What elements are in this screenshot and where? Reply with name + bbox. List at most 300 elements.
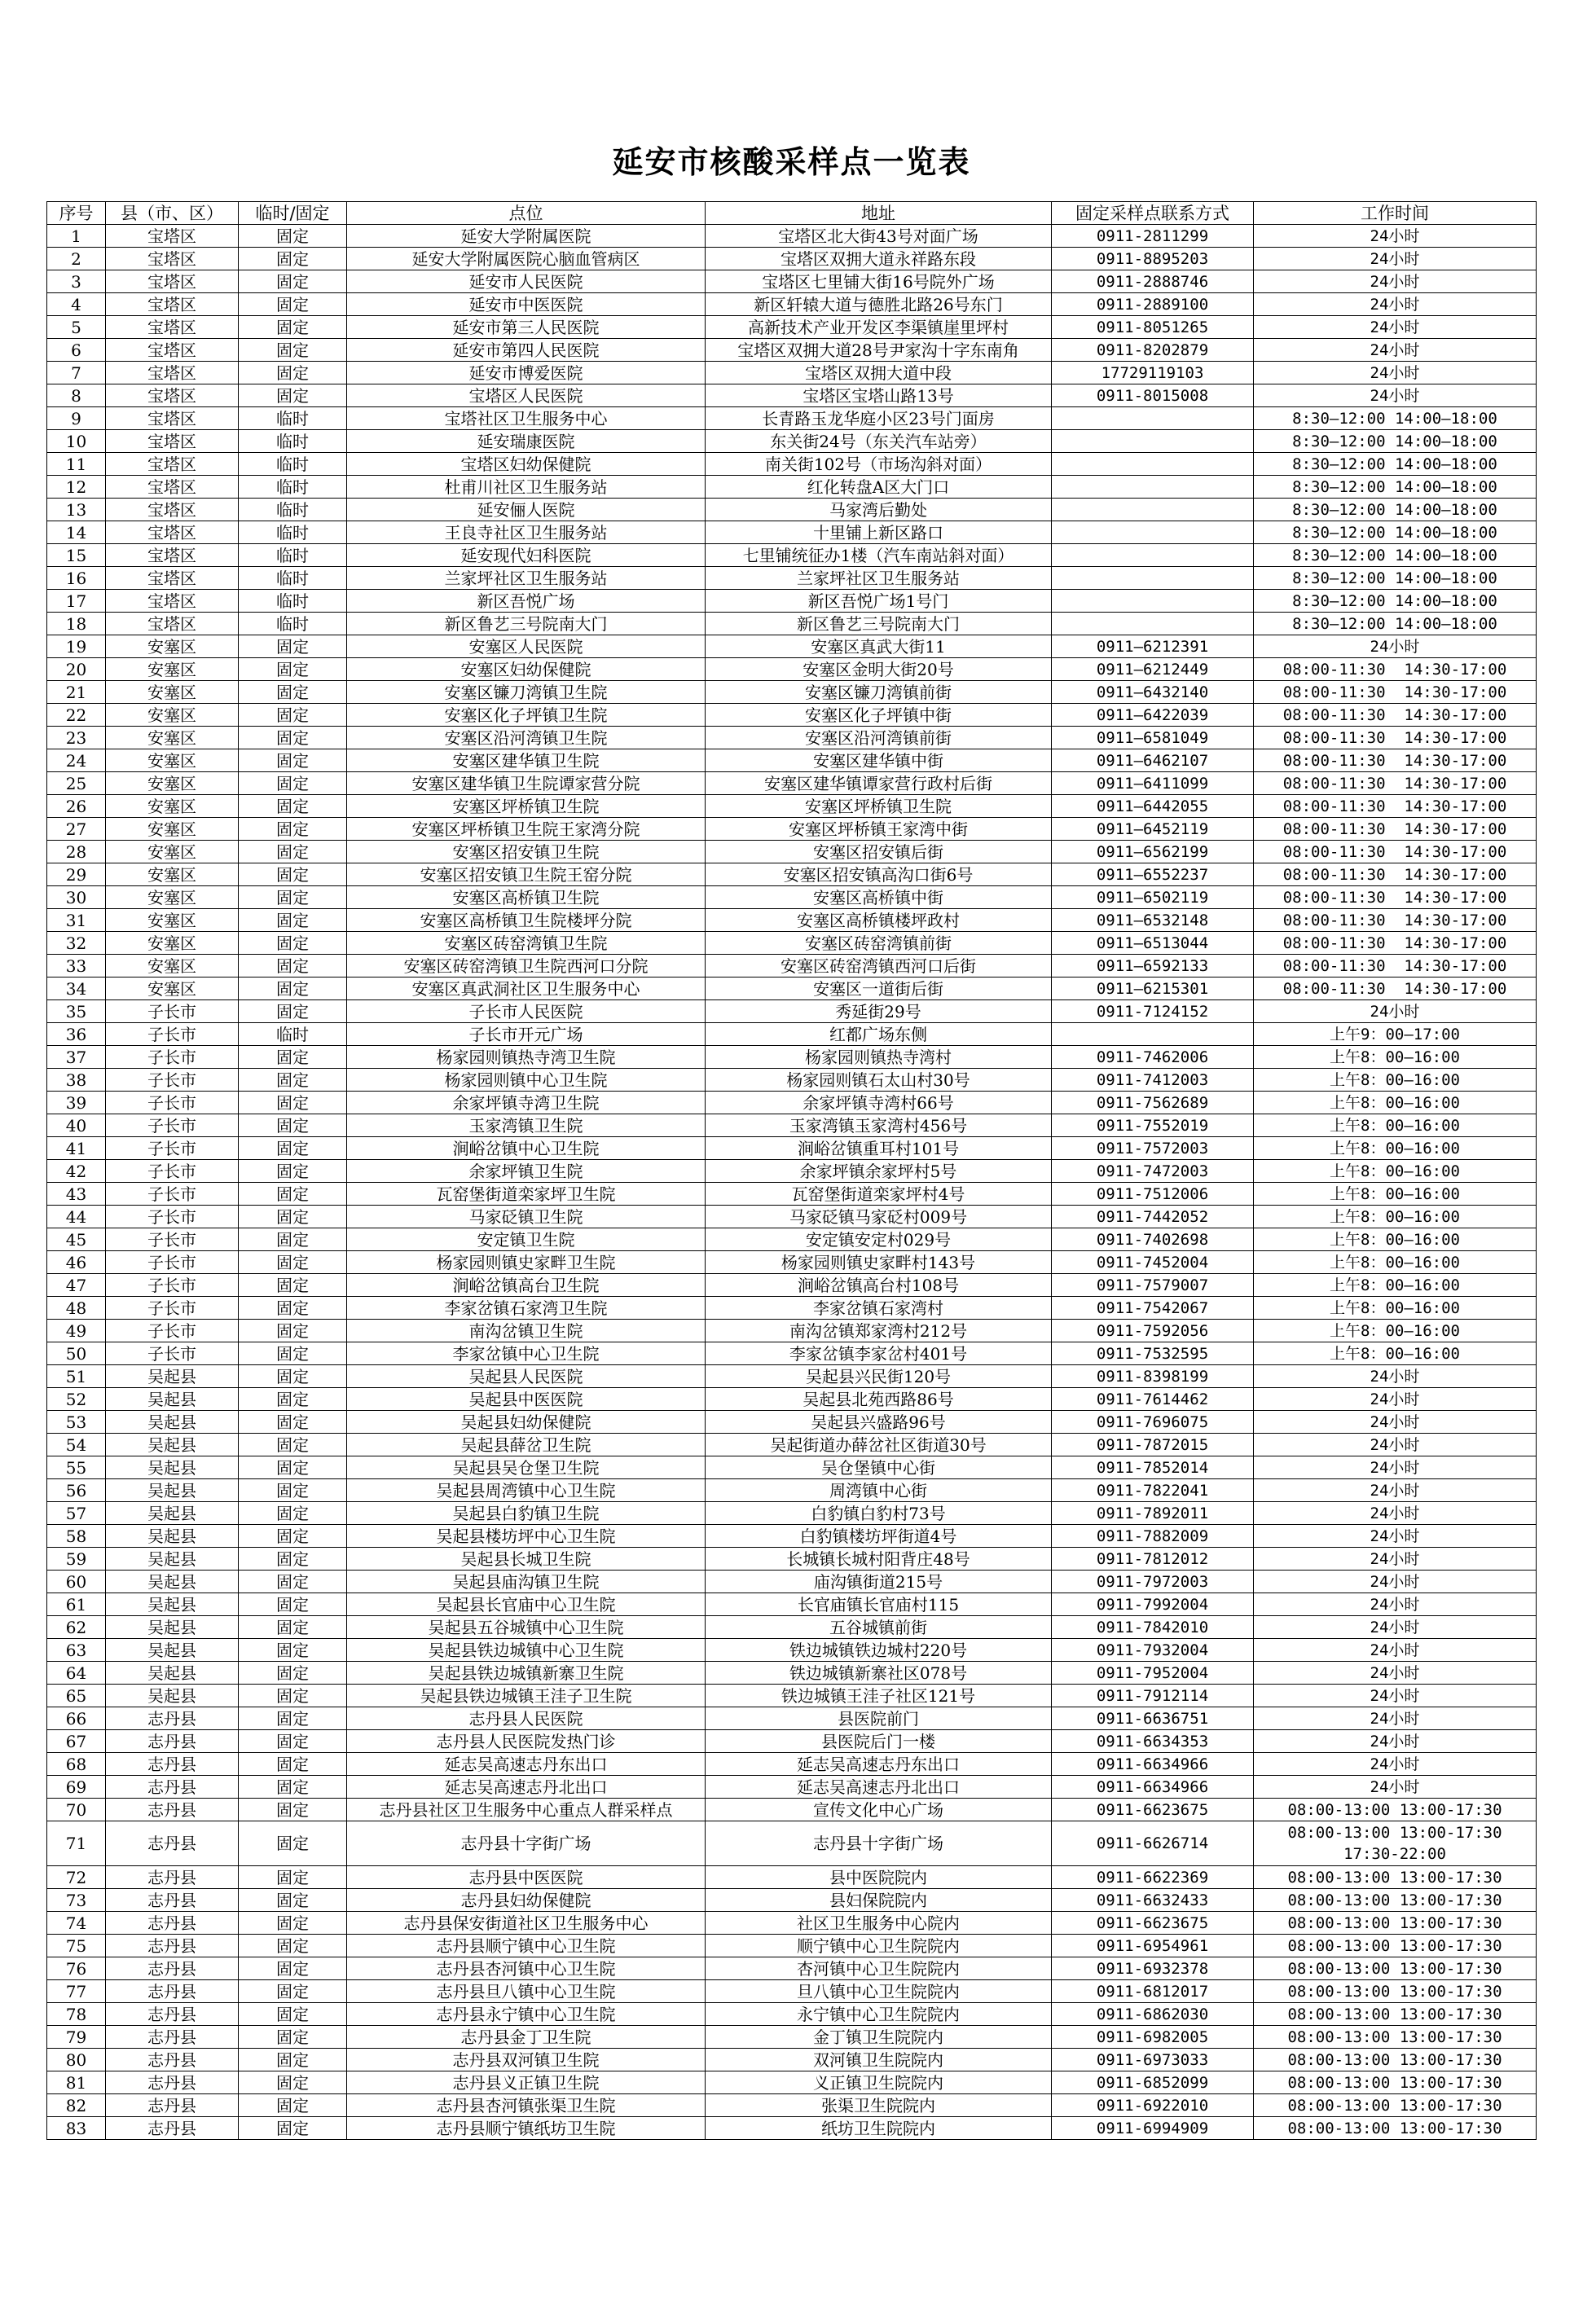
cell-site: 志丹县旦八镇中心卫生院 — [347, 1980, 706, 2003]
cell-county: 宝塔区 — [106, 521, 239, 544]
cell-address: 新区轩辕大道与德胜北路26号东门 — [706, 293, 1052, 316]
cell-county: 吴起县 — [106, 1593, 239, 1616]
cell-address: 长青路玉龙华庭小区23号门面房 — [706, 407, 1052, 430]
cell-contact — [1052, 476, 1254, 499]
cell-contact: 0911—6452119 — [1052, 818, 1254, 841]
cell-site: 延安现代妇科医院 — [347, 544, 706, 567]
cell-address: 东关街24号（东关汽车站旁） — [706, 430, 1052, 453]
cell-hours: 上午8：00—16:00 — [1254, 1092, 1537, 1114]
cell-index: 14 — [47, 521, 106, 544]
cell-index: 35 — [47, 1000, 106, 1023]
cell-hours: 上午8：00—16:00 — [1254, 1320, 1537, 1342]
cell-type: 固定 — [239, 863, 347, 886]
cell-county: 宝塔区 — [106, 293, 239, 316]
cell-site: 延安瑞康医院 — [347, 430, 706, 453]
cell-index: 52 — [47, 1388, 106, 1411]
cell-site: 延安大学附属医院心脑血管病区 — [347, 248, 706, 270]
cell-site: 志丹县中医医院 — [347, 1866, 706, 1889]
cell-county: 安塞区 — [106, 818, 239, 841]
table-row — [47, 1342, 1537, 1365]
cell-county: 吴起县 — [106, 1571, 239, 1593]
table-row — [47, 909, 1537, 932]
table-row — [47, 658, 1537, 681]
table-row — [47, 1639, 1537, 1662]
cell-hours: 24小时 — [1254, 248, 1537, 270]
cell-site: 安塞区高桥镇卫生院 — [347, 886, 706, 909]
cell-hours: 24小时 — [1254, 1571, 1537, 1593]
cell-county: 宝塔区 — [106, 407, 239, 430]
cell-index: 66 — [47, 1707, 106, 1730]
cell-address: 宝塔区双拥大道28号尹家沟十字东南角 — [706, 339, 1052, 362]
cell-hours: 8:30—12:00 14:00—18:00 — [1254, 430, 1537, 453]
cell-hours: 08:00-13:00 13:00-17:30 — [1254, 2094, 1537, 2117]
cell-type: 固定 — [239, 293, 347, 316]
table-row — [47, 1206, 1537, 1228]
table-row — [47, 1821, 1537, 1866]
cell-hours: 上午8：00—16:00 — [1254, 1114, 1537, 1137]
table-row — [47, 270, 1537, 293]
cell-county: 宝塔区 — [106, 430, 239, 453]
header-index: 序号 — [47, 202, 106, 225]
cell-county: 吴起县 — [106, 1479, 239, 1502]
cell-hours: 24小时 — [1254, 1548, 1537, 1571]
cell-type: 固定 — [239, 1685, 347, 1707]
cell-contact: 0911—6462107 — [1052, 749, 1254, 772]
cell-type: 固定 — [239, 384, 347, 407]
cell-contact — [1052, 544, 1254, 567]
cell-address: 兰家坪社区卫生服务站 — [706, 567, 1052, 590]
cell-county: 子长市 — [106, 1342, 239, 1365]
table-row — [47, 1866, 1537, 1889]
cell-type: 固定 — [239, 977, 347, 1000]
cell-contact: 0911—6411099 — [1052, 772, 1254, 795]
cell-type: 固定 — [239, 1411, 347, 1434]
cell-county: 安塞区 — [106, 841, 239, 863]
cell-hours: 8:30—12:00 14:00—18:00 — [1254, 521, 1537, 544]
cell-site: 安塞区真武洞社区卫生服务中心 — [347, 977, 706, 1000]
cell-county: 吴起县 — [106, 1685, 239, 1707]
cell-index: 27 — [47, 818, 106, 841]
cell-county: 安塞区 — [106, 977, 239, 1000]
cell-county: 志丹县 — [106, 1821, 239, 1866]
cell-index: 78 — [47, 2003, 106, 2026]
cell-index: 38 — [47, 1069, 106, 1092]
cell-contact: 0911—6562199 — [1052, 841, 1254, 863]
cell-county: 子长市 — [106, 1137, 239, 1160]
cell-hours: 上午8：00—16:00 — [1254, 1228, 1537, 1251]
cell-site: 杜甫川社区卫生服务站 — [347, 476, 706, 499]
cell-contact: 0911-7822041 — [1052, 1479, 1254, 1502]
cell-type: 临时 — [239, 407, 347, 430]
cell-address: 长官庙镇长官庙村115 — [706, 1593, 1052, 1616]
table-row — [47, 704, 1537, 727]
cell-type: 固定 — [239, 704, 347, 727]
cell-site: 吴起县五谷城镇中心卫生院 — [347, 1616, 706, 1639]
cell-address: 十里铺上新区路口 — [706, 521, 1052, 544]
cell-contact: 0911-7972003 — [1052, 1571, 1254, 1593]
cell-site: 志丹县人民医院发热门诊 — [347, 1730, 706, 1753]
cell-index: 56 — [47, 1479, 106, 1502]
cell-address: 白豹镇白豹村73号 — [706, 1502, 1052, 1525]
cell-site: 吴起县楼坊坪中心卫生院 — [347, 1525, 706, 1548]
cell-contact: 0911-8895203 — [1052, 248, 1254, 270]
table-row — [47, 1799, 1537, 1821]
table-row — [47, 1251, 1537, 1274]
header-hours: 工作时间 — [1254, 202, 1537, 225]
cell-index: 20 — [47, 658, 106, 681]
cell-contact: 0911-7882009 — [1052, 1525, 1254, 1548]
cell-hours: 上午8：00—16:00 — [1254, 1069, 1537, 1092]
cell-type: 固定 — [239, 932, 347, 955]
table-row — [47, 1776, 1537, 1799]
cell-type: 固定 — [239, 339, 347, 362]
table-row — [47, 1525, 1537, 1548]
cell-address: 余家坪镇寺湾村66号 — [706, 1092, 1052, 1114]
cell-hours: 08:00-11:30 14:30-17:00 — [1254, 795, 1537, 818]
cell-county: 安塞区 — [106, 772, 239, 795]
cell-hours: 08:00-13:00 13:00-17:30 — [1254, 2003, 1537, 2026]
cell-site: 新区吾悦广场 — [347, 590, 706, 613]
cell-site: 安塞区高桥镇卫生院楼坪分院 — [347, 909, 706, 932]
cell-type: 固定 — [239, 1137, 347, 1160]
cell-hours: 24小时 — [1254, 1707, 1537, 1730]
cell-address: 玉家湾镇玉家湾村456号 — [706, 1114, 1052, 1137]
cell-county: 志丹县 — [106, 2049, 239, 2071]
table-row — [47, 2117, 1537, 2140]
cell-county: 安塞区 — [106, 704, 239, 727]
cell-type: 固定 — [239, 1730, 347, 1753]
cell-contact: 0911-7412003 — [1052, 1069, 1254, 1092]
cell-address: 余家坪镇余家坪村5号 — [706, 1160, 1052, 1183]
cell-contact: 0911-7912114 — [1052, 1685, 1254, 1707]
cell-index: 9 — [47, 407, 106, 430]
cell-type: 固定 — [239, 2071, 347, 2094]
cell-hours: 24小时 — [1254, 225, 1537, 248]
cell-type: 固定 — [239, 1434, 347, 1456]
cell-contact: 0911-8015008 — [1052, 384, 1254, 407]
cell-site: 吴起县人民医院 — [347, 1365, 706, 1388]
cell-contact: 0911—6502119 — [1052, 886, 1254, 909]
table-row — [47, 932, 1537, 955]
cell-type: 临时 — [239, 521, 347, 544]
cell-hours: 08:00-11:30 14:30-17:00 — [1254, 977, 1537, 1000]
cell-index: 21 — [47, 681, 106, 704]
cell-county: 安塞区 — [106, 727, 239, 749]
cell-hours: 24小时 — [1254, 1525, 1537, 1548]
cell-type: 临时 — [239, 1023, 347, 1046]
cell-type: 固定 — [239, 1616, 347, 1639]
cell-address: 志丹县十字街广场 — [706, 1821, 1052, 1866]
cell-type: 固定 — [239, 1525, 347, 1548]
cell-contact — [1052, 430, 1254, 453]
table-row — [47, 1616, 1537, 1639]
cell-address: 新区鲁艺三号院南大门 — [706, 613, 1052, 635]
cell-index: 5 — [47, 316, 106, 339]
cell-index: 61 — [47, 1593, 106, 1616]
cell-contact: 0911-6623675 — [1052, 1799, 1254, 1821]
table-row — [47, 772, 1537, 795]
cell-site: 涧峪岔镇中心卫生院 — [347, 1137, 706, 1160]
cell-county: 吴起县 — [106, 1411, 239, 1434]
cell-index: 8 — [47, 384, 106, 407]
cell-address: 金丁镇卫生院院内 — [706, 2026, 1052, 2049]
cell-county: 安塞区 — [106, 635, 239, 658]
cell-site: 吴起县铁边城镇新寨卫生院 — [347, 1662, 706, 1685]
cell-contact: 0911-7614462 — [1052, 1388, 1254, 1411]
cell-hours: 24小时 — [1254, 1616, 1537, 1639]
cell-address: 永宁镇中心卫生院院内 — [706, 2003, 1052, 2026]
table-row — [47, 1662, 1537, 1685]
cell-hours: 24小时 — [1254, 1662, 1537, 1685]
cell-type: 固定 — [239, 1753, 347, 1776]
cell-index: 18 — [47, 613, 106, 635]
cell-type: 临时 — [239, 499, 347, 521]
cell-index: 42 — [47, 1160, 106, 1183]
cell-type: 临时 — [239, 590, 347, 613]
cell-site: 余家坪镇寺湾卫生院 — [347, 1092, 706, 1114]
cell-site: 志丹县社区卫生服务中心重点人群采样点 — [347, 1799, 706, 1821]
cell-site: 延安市第三人民医院 — [347, 316, 706, 339]
cell-index: 71 — [47, 1821, 106, 1866]
cell-hours: 24小时 — [1254, 1479, 1537, 1502]
cell-hours: 08:00-11:30 14:30-17:00 — [1254, 932, 1537, 955]
cell-index: 70 — [47, 1799, 106, 1821]
cell-index: 41 — [47, 1137, 106, 1160]
cell-type: 固定 — [239, 1069, 347, 1092]
table-row — [47, 1411, 1537, 1434]
cell-address: 安塞区真武大街11 — [706, 635, 1052, 658]
table-header-row — [47, 202, 1537, 225]
cell-contact: 0911-6636751 — [1052, 1707, 1254, 1730]
cell-index: 29 — [47, 863, 106, 886]
header-contact: 固定采样点联系方式 — [1052, 202, 1254, 225]
cell-address: 吴起街道办薛岔社区街道30号 — [706, 1434, 1052, 1456]
cell-address: 安塞区化子坪镇中街 — [706, 704, 1052, 727]
cell-index: 75 — [47, 1935, 106, 1957]
cell-type: 固定 — [239, 1365, 347, 1388]
cell-site: 吴起县薛岔卫生院 — [347, 1434, 706, 1456]
header-address: 地址 — [706, 202, 1052, 225]
cell-county: 宝塔区 — [106, 613, 239, 635]
cell-index: 26 — [47, 795, 106, 818]
cell-contact: 0911—6592133 — [1052, 955, 1254, 977]
cell-type: 固定 — [239, 225, 347, 248]
header-county: 县（市、区） — [106, 202, 239, 225]
cell-county: 吴起县 — [106, 1365, 239, 1388]
cell-index: 68 — [47, 1753, 106, 1776]
cell-index: 3 — [47, 270, 106, 293]
table-row — [47, 613, 1537, 635]
cell-hours: 24小时 — [1254, 1502, 1537, 1525]
cell-site: 安塞区镰刀湾镇卫生院 — [347, 681, 706, 704]
cell-index: 43 — [47, 1183, 106, 1206]
cell-hours: 08:00-13:00 13:00-17:30 — [1254, 1866, 1537, 1889]
cell-county: 吴起县 — [106, 1662, 239, 1685]
cell-address: 安塞区一道街后街 — [706, 977, 1052, 1000]
cell-index: 37 — [47, 1046, 106, 1069]
cell-index: 81 — [47, 2071, 106, 2094]
cell-index: 16 — [47, 567, 106, 590]
table-row — [47, 863, 1537, 886]
cell-site: 王良寺社区卫生服务站 — [347, 521, 706, 544]
cell-site: 安塞区砖窑湾镇卫生院 — [347, 932, 706, 955]
table-row — [47, 1434, 1537, 1456]
cell-type: 固定 — [239, 1342, 347, 1365]
cell-type: 固定 — [239, 772, 347, 795]
cell-site: 宝塔区妇幼保健院 — [347, 453, 706, 476]
cell-hours: 24小时 — [1254, 1411, 1537, 1434]
cell-address: 杨家园则镇石太山村30号 — [706, 1069, 1052, 1092]
cell-hours: 08:00-13:00 13:00-17:30 17:30-22:00 — [1254, 1821, 1537, 1866]
cell-site: 吴起县周湾镇中心卫生院 — [347, 1479, 706, 1502]
cell-contact: 0911-6954961 — [1052, 1935, 1254, 1957]
cell-county: 吴起县 — [106, 1525, 239, 1548]
cell-hours: 24小时 — [1254, 1456, 1537, 1479]
cell-hours: 上午8：00—16:00 — [1254, 1274, 1537, 1297]
cell-hours: 24小时 — [1254, 1730, 1537, 1753]
cell-address: 铁边城镇王洼子社区121号 — [706, 1685, 1052, 1707]
table-row — [47, 1456, 1537, 1479]
cell-contact — [1052, 1023, 1254, 1046]
cell-type: 固定 — [239, 1639, 347, 1662]
cell-hours: 24小时 — [1254, 384, 1537, 407]
cell-county: 宝塔区 — [106, 499, 239, 521]
cell-hours: 上午9：00—17:00 — [1254, 1023, 1537, 1046]
cell-site: 吴起县铁边城镇王洼子卫生院 — [347, 1685, 706, 1707]
cell-site: 志丹县永宁镇中心卫生院 — [347, 2003, 706, 2026]
cell-index: 32 — [47, 932, 106, 955]
cell-address: 白豹镇楼坊坪街道4号 — [706, 1525, 1052, 1548]
cell-county: 宝塔区 — [106, 270, 239, 293]
cell-hours: 8:30—12:00 14:00—18:00 — [1254, 544, 1537, 567]
cell-contact: 0911—6442055 — [1052, 795, 1254, 818]
cell-type: 固定 — [239, 1935, 347, 1957]
cell-index: 62 — [47, 1616, 106, 1639]
cell-index: 74 — [47, 1912, 106, 1935]
cell-type: 固定 — [239, 1866, 347, 1889]
cell-contact — [1052, 567, 1254, 590]
table-row — [47, 1320, 1537, 1342]
cell-site: 李家岔镇中心卫生院 — [347, 1342, 706, 1365]
cell-hours: 8:30—12:00 14:00—18:00 — [1254, 407, 1537, 430]
cell-type: 固定 — [239, 1957, 347, 1980]
cell-hours: 08:00-11:30 14:30-17:00 — [1254, 727, 1537, 749]
cell-type: 临时 — [239, 613, 347, 635]
cell-type: 固定 — [239, 1821, 347, 1866]
cell-type: 固定 — [239, 1707, 347, 1730]
cell-hours: 24小时 — [1254, 1434, 1537, 1456]
cell-type: 固定 — [239, 658, 347, 681]
table-body — [47, 225, 1537, 2140]
cell-index: 53 — [47, 1411, 106, 1434]
table-row — [47, 1685, 1537, 1707]
cell-site: 子长市开元广场 — [347, 1023, 706, 1046]
cell-hours: 8:30—12:00 14:00—18:00 — [1254, 590, 1537, 613]
table-row — [47, 1935, 1537, 1957]
cell-county: 宝塔区 — [106, 453, 239, 476]
cell-address: 县医院后门一楼 — [706, 1730, 1052, 1753]
cell-hours: 08:00-13:00 13:00-17:30 — [1254, 1935, 1537, 1957]
cell-contact: 0911-7932004 — [1052, 1639, 1254, 1662]
cell-contact: 0911-7552019 — [1052, 1114, 1254, 1137]
cell-index: 47 — [47, 1274, 106, 1297]
cell-address: 吴仓堡镇中心街 — [706, 1456, 1052, 1479]
cell-county: 子长市 — [106, 1183, 239, 1206]
cell-address: 铁边城镇铁边城村220号 — [706, 1639, 1052, 1662]
cell-index: 1 — [47, 225, 106, 248]
table-row — [47, 499, 1537, 521]
cell-type: 固定 — [239, 1502, 347, 1525]
cell-contact: 0911-7542067 — [1052, 1297, 1254, 1320]
cell-address: 宝塔区双拥大道中段 — [706, 362, 1052, 384]
cell-contact: 0911-7402698 — [1052, 1228, 1254, 1251]
cell-address: 安塞区沿河湾镇前街 — [706, 727, 1052, 749]
cell-address: 宣传文化中心广场 — [706, 1799, 1052, 1821]
table-row — [47, 2049, 1537, 2071]
cell-index: 54 — [47, 1434, 106, 1456]
page-title: 延安市核酸采样点一览表 — [612, 143, 971, 180]
cell-contact: 0911-7472003 — [1052, 1160, 1254, 1183]
cell-type: 固定 — [239, 1114, 347, 1137]
table-row — [47, 362, 1537, 384]
cell-contact: 0911-8051265 — [1052, 316, 1254, 339]
cell-type: 固定 — [239, 635, 347, 658]
cell-county: 子长市 — [106, 1000, 239, 1023]
cell-type: 固定 — [239, 270, 347, 293]
table-row — [47, 1388, 1537, 1411]
cell-site: 志丹县顺宁镇中心卫生院 — [347, 1935, 706, 1957]
cell-type: 固定 — [239, 248, 347, 270]
cell-hours: 24小时 — [1254, 1388, 1537, 1411]
table-row — [47, 476, 1537, 499]
cell-contact: 0911—6432140 — [1052, 681, 1254, 704]
cell-type: 固定 — [239, 2094, 347, 2117]
table-row — [47, 1571, 1537, 1593]
cell-hours: 08:00-11:30 14:30-17:00 — [1254, 681, 1537, 704]
cell-hours: 24小时 — [1254, 1776, 1537, 1799]
cell-site: 志丹县顺宁镇纸坊卫生院 — [347, 2117, 706, 2140]
cell-county: 志丹县 — [106, 1889, 239, 1912]
cell-county: 安塞区 — [106, 795, 239, 818]
cell-type: 固定 — [239, 1662, 347, 1685]
cell-type: 固定 — [239, 2117, 347, 2140]
cell-address: 吴起县兴盛路96号 — [706, 1411, 1052, 1434]
table-row — [47, 818, 1537, 841]
table-row — [47, 430, 1537, 453]
cell-index: 69 — [47, 1776, 106, 1799]
cell-index: 57 — [47, 1502, 106, 1525]
cell-site: 南沟岔镇卫生院 — [347, 1320, 706, 1342]
cell-hours: 24小时 — [1254, 1000, 1537, 1023]
cell-contact: 0911-2889100 — [1052, 293, 1254, 316]
cell-contact: 0911-6626714 — [1052, 1821, 1254, 1866]
cell-site: 杨家园则镇史家畔卫生院 — [347, 1251, 706, 1274]
cell-hours: 上午8：00—16:00 — [1254, 1342, 1537, 1365]
cell-type: 固定 — [239, 1320, 347, 1342]
cell-contact: 0911-7592056 — [1052, 1320, 1254, 1342]
cell-county: 安塞区 — [106, 681, 239, 704]
table-row — [47, 1548, 1537, 1571]
table-row — [47, 567, 1537, 590]
cell-contact: 0911-8202879 — [1052, 339, 1254, 362]
cell-address: 安定镇安定村029号 — [706, 1228, 1052, 1251]
cell-hours: 08:00-13:00 13:00-17:30 — [1254, 2049, 1537, 2071]
cell-hours: 08:00-11:30 14:30-17:00 — [1254, 704, 1537, 727]
cell-type: 固定 — [239, 362, 347, 384]
cell-contact: 0911—6212391 — [1052, 635, 1254, 658]
cell-county: 志丹县 — [106, 1776, 239, 1799]
cell-contact: 0911-6982005 — [1052, 2026, 1254, 2049]
